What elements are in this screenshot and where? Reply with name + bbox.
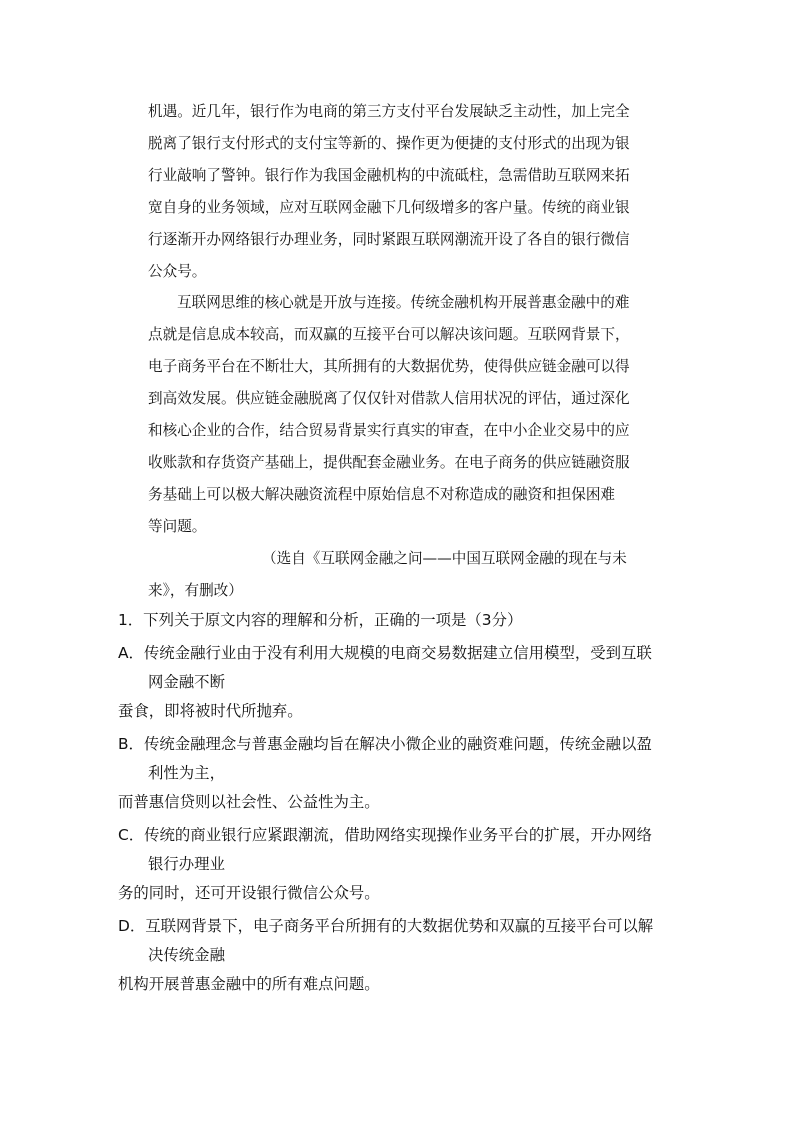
passage-line: 公众号。 (148, 263, 207, 280)
option-a: 网金融不断 (148, 673, 225, 691)
passage-line: 行业敲响了警钟。银行作为我国金融机构的中流砥柱，急需借助互联网来拓 (148, 167, 630, 184)
option-a: 蚕食，即将被时代所抛弃。 (118, 702, 303, 720)
option-b: 利性为主， (148, 764, 225, 782)
passage-line: 收账款和存货资产基础上，提供配套金融业务。在电子商务的供应链融资服 (148, 454, 630, 471)
passage-line: 电子商务平台在不断壮大，其所拥有的大数据优势，使得供应链金融可以得 (148, 358, 630, 375)
option-c: 银行办理业 (148, 855, 225, 873)
passage-line: 宽自身的业务领域，应对互联网金融下几何级增多的客户量。传统的商业银 (148, 199, 630, 216)
option-d: 决传统金融 (148, 946, 225, 964)
option-c: C．传统的商业银行应紧跟潮流，借助网络实现操作业务平台的扩展，开办网络 (118, 826, 653, 844)
passage-line: 脱离了银行支付形式的支付宝等新的、操作更为便捷的支付形式的出现为银 (148, 135, 630, 152)
option-b: B．传统金融理念与普惠金融均旨在解决小微企业的融资难问题，传统金融以盈 (118, 735, 652, 753)
passage-line: 点就是信息成本较高，而双赢的互接平台可以解决该问题。互联网背景下， (148, 326, 630, 343)
passage-line: 和核心企业的合作，结合贸易背景实行真实的审查，在中小企业交易中的应 (148, 422, 630, 439)
passage-line: 到高效发展。供应链金融脱离了仅仅针对借款人信用状况的评估，通过深化 (148, 390, 630, 407)
option-d: 机构开展普惠金融中的所有难点问题。 (118, 975, 380, 993)
passage-line: 行逐渐开办网络银行办理业务，同时紧跟互联网潮流开设了各自的银行微信 (148, 231, 630, 248)
option-b: 而普惠信贷则以社会性、公益性为主。 (118, 793, 380, 811)
option-d: D．互联网背景下，电子商务平台所拥有的大数据优势和双赢的互接平台可以解 (118, 917, 654, 935)
source-citation: （选自《互联网金融之问——中国互联网金融的现在与未 (262, 550, 627, 567)
option-c: 务的同时，还可开设银行微信公众号。 (118, 884, 380, 902)
passage-line: 务基础上可以极大解决融资流程中原始信息不对称造成的融资和担保困难 (148, 486, 616, 503)
option-a: A．传统金融行业由于没有利用大规模的电商交易数据建立信用模型，受到互联 (118, 644, 652, 662)
passage-line: 互联网思维的核心就是开放与连接。传统金融机构开展普惠金融中的难 (177, 294, 630, 311)
question-stem: 1．下列关于原文内容的理解和分析，正确的一项是（3分） (118, 611, 523, 629)
passage-line: 机遇。近几年，银行作为电商的第三方支付平台发展缺乏主动性，加上完全 (148, 103, 630, 120)
passage-line: 等问题。 (148, 518, 207, 535)
source-citation: 来》，有删改） (148, 582, 243, 599)
